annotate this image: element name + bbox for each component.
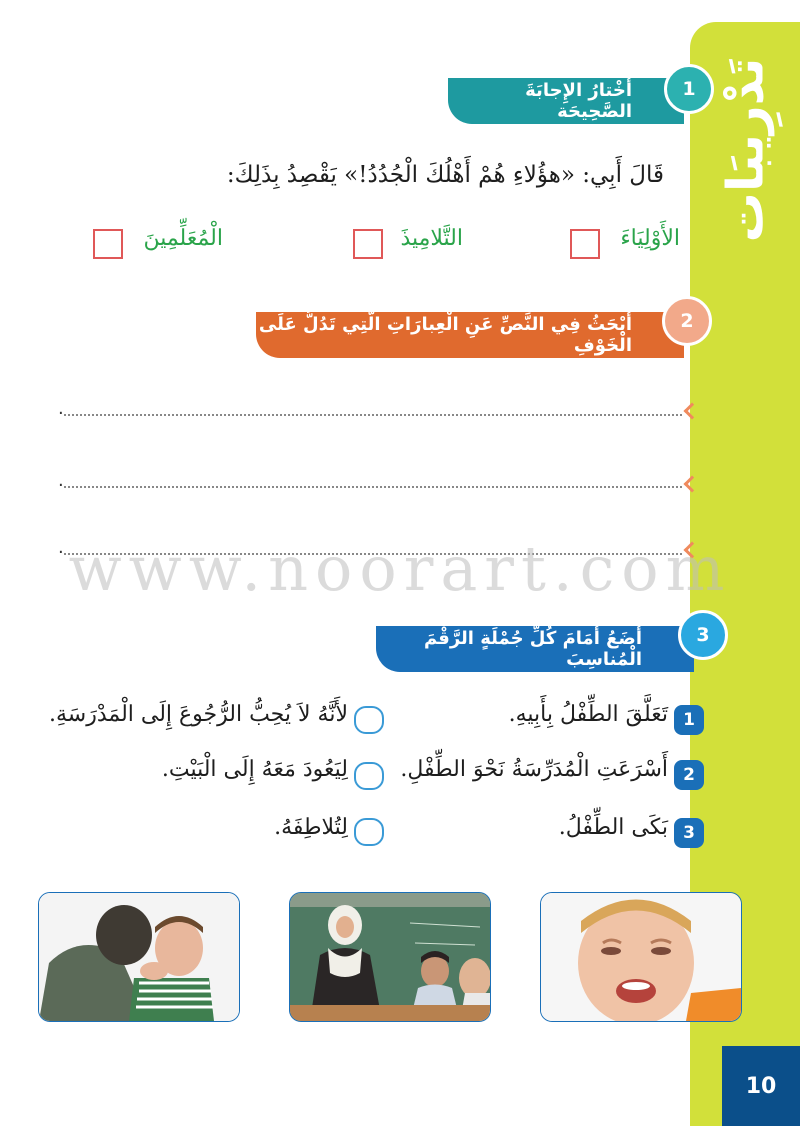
answer-line-3-end: .: [58, 537, 64, 558]
option-muallimeen-checkbox[interactable]: [93, 229, 123, 259]
photo-father-hugging-child: [38, 892, 240, 1022]
option-talameedh: التَّلامِيذَ: [400, 226, 463, 251]
section2-header: [256, 312, 684, 358]
photo-teacher-classroom: [289, 892, 491, 1022]
answer-line-2-end: .: [58, 470, 64, 491]
section1-header: [448, 78, 684, 124]
father-child-illustration: [39, 893, 239, 1021]
reason-1-answer-box[interactable]: [354, 706, 384, 734]
section3-title: أَضَعُ أَمَامَ كُلِّ جُمْلَةٍ الرَّقْمَ الْمُناسِبَ: [423, 628, 642, 670]
teacher-classroom-illustration: [290, 893, 490, 1021]
option-awliyaa: الأَوْلِيَاءَ: [620, 226, 680, 251]
section1-title: أَخْتارُ الإِجابَةَ الصَّحِيحَة: [525, 80, 632, 122]
answer-line-1[interactable]: [64, 414, 682, 416]
option-awliyaa-checkbox[interactable]: [570, 229, 600, 259]
watermark: www.noorart.com: [68, 532, 732, 605]
crying-child-illustration: [541, 893, 741, 1021]
sentence-2: أَسْرَعَتِ الْمُدَرِّسَةُ نَحْوَ الطِّفْلِ.: [400, 757, 668, 782]
reason-1: لأَنَّهُ لاَ يُحِبُّ الرُّجُوعَ إِلَى الْمَدْرَسَةِ.: [48, 702, 348, 727]
section2-title: أَبْحَثُ فِي النَّصِّ عَنِ الْعِبارَاتِ الَّتِي تَدُلُّ عَلَى الْخَوْفِ: [258, 314, 632, 356]
section1-number: 1: [664, 64, 714, 114]
photo-crying-child: [540, 892, 742, 1022]
option-talameedh-checkbox[interactable]: [353, 229, 383, 259]
side-title-text: تَدْرِيبَات: [716, 57, 774, 243]
reason-3: لِتُلاطِفَهُ.: [274, 815, 348, 840]
section2-number: 2: [662, 296, 712, 346]
section3-header: [376, 626, 694, 672]
reason-2: لِيَعُودَ مَعَهُ إِلَى الْبَيْتِ.: [161, 757, 348, 782]
answer-line-2[interactable]: [64, 486, 682, 488]
page-number: 10: [722, 1046, 800, 1126]
reason-3-answer-box[interactable]: [354, 818, 384, 846]
sentence-1: تَعَلَّقَ الطِّفْلُ بِأَبِيهِ.: [508, 702, 668, 727]
sentence-1-number: 1: [674, 705, 704, 735]
sentence-3-number: 3: [674, 818, 704, 848]
reason-2-answer-box[interactable]: [354, 762, 384, 790]
sentence-2-number: 2: [674, 760, 704, 790]
answer-line-1-end: .: [58, 398, 64, 419]
option-muallimeen: الْمُعَلِّمِينَ: [143, 226, 223, 251]
side-title: [690, 20, 800, 280]
section3-number: 3: [678, 610, 728, 660]
section1-question: قَالَ أَبِي: «هؤُلاءِ هُمْ أَهْلُكَ الْجُدُدُ!» يَقْصِدُ بِذَلِكَ:: [226, 162, 664, 188]
sentence-3: بَكَى الطِّفْلُ.: [558, 815, 668, 840]
